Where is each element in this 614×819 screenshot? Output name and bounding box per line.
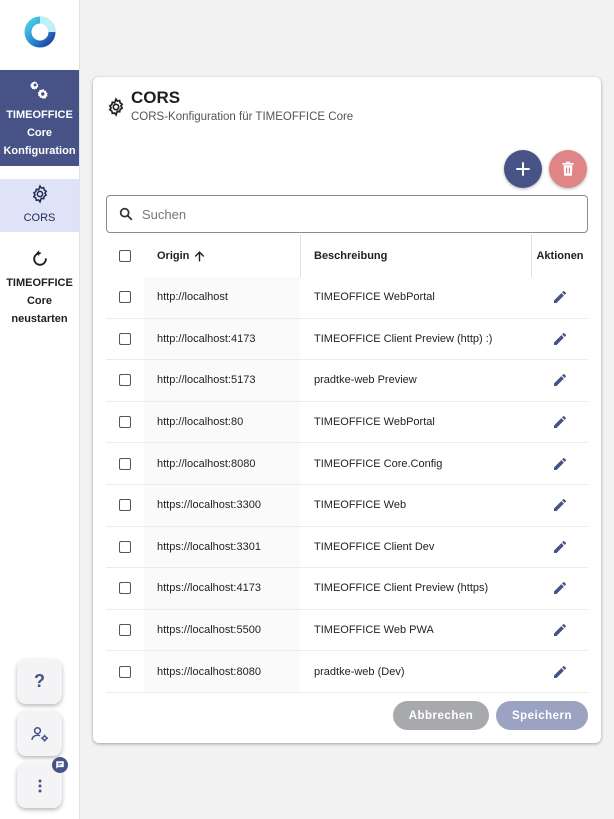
row-checkbox[interactable] xyxy=(119,291,131,303)
cell-description: pradtke-web Preview xyxy=(314,374,417,387)
cell-origin: https://localhost:8080 xyxy=(144,651,300,692)
edit-button[interactable] xyxy=(552,372,568,388)
sidebar-item-label: Core xyxy=(26,295,53,307)
row-checkbox[interactable] xyxy=(119,374,131,386)
search-field[interactable] xyxy=(106,195,588,233)
gear-icon xyxy=(29,183,51,205)
cell-description: TIMEOFFICE Web xyxy=(314,499,407,512)
edit-button[interactable] xyxy=(552,414,568,430)
row-checkbox[interactable] xyxy=(119,624,131,636)
table-row xyxy=(106,485,588,527)
pencil-icon xyxy=(552,622,568,638)
table-row xyxy=(106,360,588,402)
cell-description: TIMEOFFICE WebPortal xyxy=(314,416,435,429)
edit-button[interactable] xyxy=(552,456,568,472)
edit-button[interactable] xyxy=(552,539,568,555)
column-header-origin[interactable] xyxy=(144,235,300,277)
cell-origin: http://localhost:5173 xyxy=(144,360,300,401)
pencil-icon xyxy=(552,456,568,472)
row-checkbox[interactable] xyxy=(119,541,131,553)
column-header-description[interactable] xyxy=(300,235,531,277)
gear-icon xyxy=(106,97,126,117)
cancel-button[interactable]: Abbrechen xyxy=(393,701,489,730)
user-settings-icon xyxy=(30,724,50,744)
table-header xyxy=(106,235,588,277)
sidebar-item-label: TIMEOFFICE xyxy=(6,277,73,289)
edit-button[interactable] xyxy=(552,289,568,305)
column-label-origin: Origin xyxy=(157,250,190,262)
pencil-icon xyxy=(552,372,568,388)
delete-button[interactable] xyxy=(549,150,587,188)
sidebar-item-label: TIMEOFFICE xyxy=(6,109,73,121)
pencil-icon xyxy=(552,497,568,513)
plus-icon xyxy=(514,160,532,178)
trash-icon xyxy=(559,160,577,178)
more-button[interactable] xyxy=(17,763,62,808)
row-checkbox[interactable] xyxy=(119,582,131,594)
cell-origin: http://localhost:8080 xyxy=(144,443,300,484)
pencil-icon xyxy=(552,289,568,305)
help-icon: ? xyxy=(34,671,45,691)
column-label-actions: Aktionen xyxy=(536,250,584,262)
edit-button[interactable] xyxy=(552,580,568,596)
cell-origin: https://localhost:3301 xyxy=(144,527,300,568)
help-button[interactable] xyxy=(17,659,62,704)
cell-description: pradtke-web (Dev) xyxy=(314,665,405,678)
cell-description: TIMEOFFICE Client Preview (http) :) xyxy=(314,332,493,345)
user-settings-button[interactable] xyxy=(17,711,62,756)
sidebar-item-label: Konfiguration xyxy=(3,145,76,157)
cell-description: TIMEOFFICE Client Dev xyxy=(314,540,435,553)
pencil-icon xyxy=(552,580,568,596)
table-row xyxy=(106,319,588,361)
gears-icon xyxy=(29,80,51,102)
cell-origin: http://localhost:4173 xyxy=(144,319,300,360)
row-checkbox[interactable] xyxy=(119,666,131,678)
app-logo xyxy=(22,14,58,50)
sidebar xyxy=(0,0,80,819)
sidebar-item-label: CORS xyxy=(23,212,56,224)
sidebar-item-cors[interactable] xyxy=(0,179,79,232)
search-input[interactable] xyxy=(142,207,562,222)
row-checkbox[interactable] xyxy=(119,458,131,470)
page-title: CORS xyxy=(131,88,181,107)
edit-button[interactable] xyxy=(552,497,568,513)
table-row xyxy=(106,651,588,693)
edit-button[interactable] xyxy=(552,331,568,347)
cell-description: TIMEOFFICE Web PWA xyxy=(314,624,434,637)
cell-origin: http://localhost xyxy=(144,277,300,318)
pencil-icon xyxy=(552,414,568,430)
table-body xyxy=(106,277,588,693)
table-row xyxy=(106,402,588,444)
pencil-icon xyxy=(552,539,568,555)
table-row xyxy=(106,610,588,652)
add-button[interactable] xyxy=(504,150,542,188)
save-button[interactable]: Speichern xyxy=(496,701,588,730)
sidebar-item-label: Core xyxy=(26,127,53,139)
column-label-description: Beschreibung xyxy=(314,250,388,262)
cell-origin: https://localhost:5500 xyxy=(144,610,300,651)
row-checkbox[interactable] xyxy=(119,333,131,345)
table-row xyxy=(106,527,588,569)
sort-ascending-icon xyxy=(193,250,206,263)
sidebar-item-core-config[interactable] xyxy=(0,70,79,166)
cell-origin: https://localhost:4173 xyxy=(144,568,300,609)
cell-description: TIMEOFFICE WebPortal xyxy=(314,291,435,304)
cell-origin: http://localhost:80 xyxy=(144,402,300,443)
row-checkbox[interactable] xyxy=(119,416,131,428)
page-subtitle: CORS-Konfiguration für TIMEOFFICE Core xyxy=(131,111,354,123)
row-checkbox[interactable] xyxy=(119,499,131,511)
chat-icon xyxy=(55,760,65,770)
notification-badge xyxy=(52,757,68,773)
more-vert-icon xyxy=(30,776,50,796)
table-row xyxy=(106,277,588,319)
column-header-actions xyxy=(531,235,588,277)
cell-origin: https://localhost:3300 xyxy=(144,485,300,526)
sidebar-item-label: neustarten xyxy=(11,313,68,325)
table-row xyxy=(106,443,588,485)
sidebar-item-core-restart[interactable] xyxy=(0,246,79,336)
cell-description: TIMEOFFICE Core.Config xyxy=(314,457,443,470)
search-icon xyxy=(118,206,134,222)
restart-icon xyxy=(29,248,51,270)
cors-card xyxy=(93,77,601,743)
pencil-icon xyxy=(552,664,568,680)
cors-table xyxy=(106,235,588,693)
select-all-checkbox[interactable] xyxy=(119,250,131,262)
edit-button[interactable] xyxy=(552,664,568,680)
pencil-icon xyxy=(552,331,568,347)
edit-button[interactable] xyxy=(552,622,568,638)
table-row xyxy=(106,568,588,610)
cell-description: TIMEOFFICE Client Preview (https) xyxy=(314,582,489,595)
